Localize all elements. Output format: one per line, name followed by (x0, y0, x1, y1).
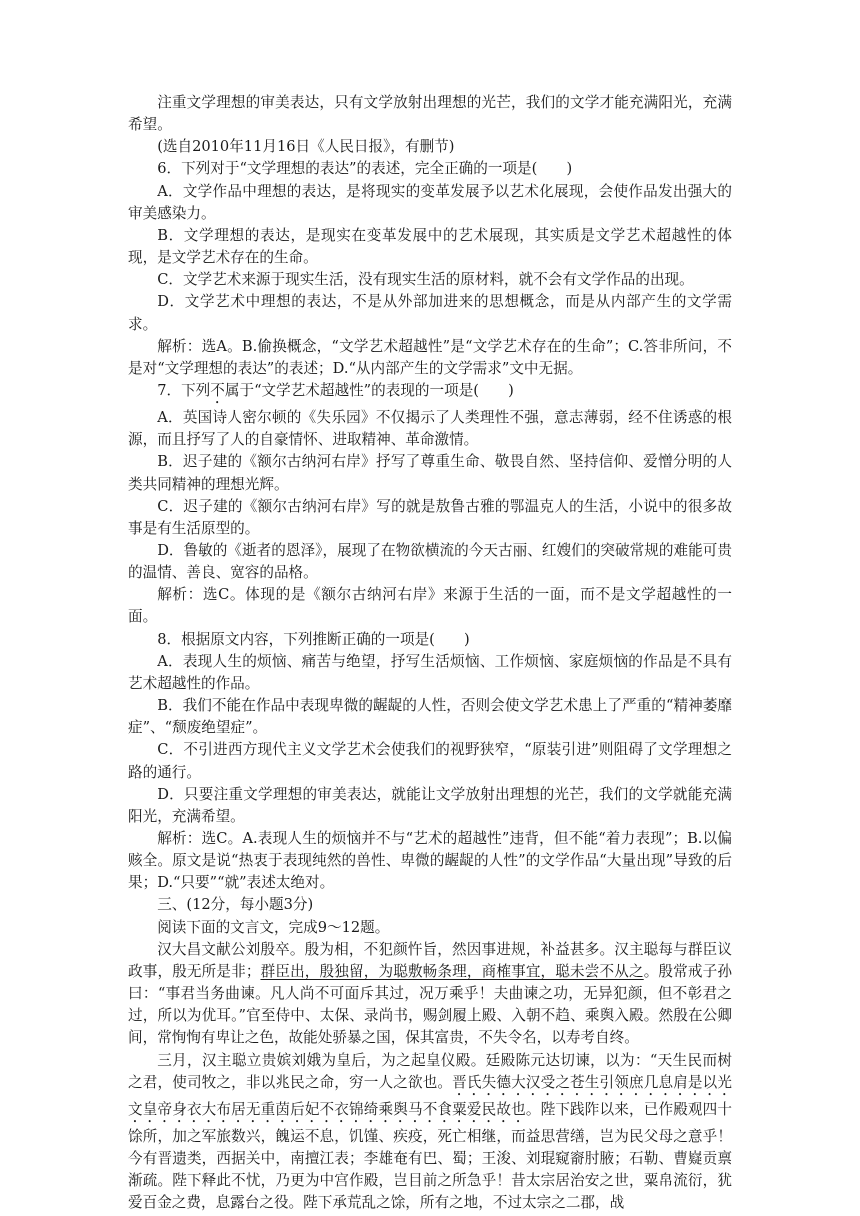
passage-ending: 注重文学理想的审美表达，只有文学放射出理想的光芒，我们的文学才能充满阳光，充满希望。 (128, 94, 732, 134)
dotted-punctuation-sentence: 晋氏失德大汉受之苍生引领庶几息肩是以光文皇帝身衣大布居无重茵后妃不衣锦绮乘舆马不食粟爱民故也 (128, 1073, 732, 1118)
question-6-option-c: C．文学艺术来源于现实生活，没有现实生活的原材料，就不会有文学作品的出现。 (157, 271, 694, 289)
question-7-option-b: B．迟子建的《额尔古纳河右岸》抒写了尊重生命、敬畏自然、坚持信仰、爱憎分明的人类共同精神的理想光辉。 (128, 453, 732, 493)
question-7-option-a: A．英国诗人密尔顿的《失乐园》不仅揭示了人类理性不强，意志薄弱，经不住诱惑的根源，而且抒写了人的自豪情怀、进取精神、革命激情。 (128, 409, 732, 449)
document-page (128, 92, 732, 1214)
paragraph-1-text-b: 。殷常戒子孙曰：“事君当务曲谏。凡人尚不可面斥其过，况万乘乎！夫曲谏之功，无异犯颜，但不彰君之过，所以为优耳。”官至侍中、太保、录尚书，赐剑履上殿、入朝不趋、乘舆入殿。然殷在公卿间，常恂恂有卑让之色，故能处骄暴之国，保其富贵，不失令名，以寿考自终。 (128, 962, 732, 1047)
section-3-heading: 三、(12分，每小题3分) (157, 896, 314, 914)
question-8-option-d: D．只要注重文学理想的审美表达，就能让文学放射出理想的光芒，我们的文学就能充满阳光，充满希望。 (128, 785, 732, 825)
question-6-stem: 6．下列对于“文学理想的表达”的表述，完全正确的一项是( ) (157, 160, 573, 178)
classical-passage-paragraph-1 (128, 939, 732, 1050)
section-3-instruction: 阅读下面的文言文，完成9～12题。 (157, 918, 390, 936)
question-8-option-a: A．表现人生的烦恼、痛苦与绝望，抒写生活烦恼、工作烦恼、家庭烦恼的作品是不具有艺术超越性的作品。 (128, 652, 732, 692)
question-7-option-c: C．迟子建的《额尔古纳河右岸》写的就是敖鲁古雅的鄂温克人的生活，小说中的很多故事是有生活原型的。 (128, 497, 732, 537)
question-7-analysis: 解析：选C。体现的是《额尔古纳河右岸》来源于生活的一面，而不是文学超越性的一面。 (128, 586, 732, 626)
question-6-option-b: B．文学理想的表达，是现实在变革发展中的艺术展现，其实质是文学艺术超越性的体现，是文学艺术存在的生命。 (128, 226, 732, 267)
paragraph-2-text-b: 。陛下践阼以来，已作殿观四十馀所，加之军旅数兴，餽运不息，饥馑、疾疫，死亡相继，而益思营缮，岂为民父母之意乎！今有晋遗类，西据关中，南擅江表；李雄奄有巴、蜀；王浚、刘琨窥窬肘腋；石勒、曹嶷贡禀渐疏。陛下释此不忧，乃更为中宫作殿，岂目前之所急乎！昔太宗居治安之世，粟帛流衍，犹爱百金之费，息露台之役。陛下承荒乱之馀，所有之地，不过太宗之二郡，战 (128, 1100, 732, 1212)
question-6-option-d: D．文学艺术中理想的表达，不是从外部加进来的思想概念，而是从内部产生的文学需求。 (128, 293, 732, 333)
question-7-stem-suffix: 属于“文学艺术超越性”的表现的一项是( ) (224, 382, 514, 400)
classical-passage-paragraph-2 (128, 1050, 732, 1215)
question-6-analysis: 解析：选A。B.偷换概念，“文学艺术超越性”是“文学艺术存在的生命”；C.答非所问，不是对“文学理想的表达”的表述；D.“从内部产生的文学需求”文中无据。 (128, 337, 732, 377)
source-citation: (选自2010年11月16日《人民日报》，有删节) (157, 138, 455, 156)
question-8-option-c: C．不引进西方现代主义文学艺术会使我们的视野狭窄，“原装引进”则阻碍了文学理想之路的通行。 (128, 741, 732, 781)
paragraph-2-text-a: 三月，汉主聪立贵嫔刘娥为皇后，为之起皇仪殿。廷殿陈元达切谏，以为：“天生民而树之君，使司牧之，非以兆民之命，穷一人之欲也。 (128, 1051, 732, 1091)
question-6-option-a: A．文学作品中理想的表达，是将现实的变革发展予以艺术化展现，会使作品发出强大的审美感染力。 (128, 182, 732, 222)
question-7-option-d: D．鲁敏的《逝者的恩泽》，展现了在物欲横流的今天古丽、红嫂们的突破常规的难能可贵的温情、善良、宽容的品格。 (128, 541, 732, 582)
question-7-stem (128, 380, 732, 407)
question-8-analysis: 解析：选C。A.表现人生的烦恼并不与“艺术的超越性”违背，但不能“着力表现”；B.以偏赅全。原文是说“热衷于表现纯然的兽性、卑微的龌龊的人性”的文学作品“大量出现”导致的后果；D.“只要”“就”表述太绝对。 (128, 830, 732, 892)
paragraph-1-text-a: 汉大昌文献公刘殷卒。殷为相，不犯颜忤旨，然因事进规，补益甚多。汉主聪每与群臣议政事，殷无所是非； (128, 940, 732, 980)
question-7-stem-prefix: 7．下列 (157, 382, 211, 400)
question-7-emphasis: 不 (210, 382, 225, 400)
question-8-option-b: B．我们不能在作品中表现卑微的龌龊的人性，否则会使文学艺术患上了严重的“精神萎靡症”、“颓废绝望症”。 (128, 697, 732, 737)
underlined-sentence: 群臣出，殷独留，为聪敷畅条理，商榷事宜，聪未尝不从之 (260, 962, 644, 980)
question-8-stem: 8．根据原文内容，下列推断正确的一项是( ) (157, 630, 470, 648)
